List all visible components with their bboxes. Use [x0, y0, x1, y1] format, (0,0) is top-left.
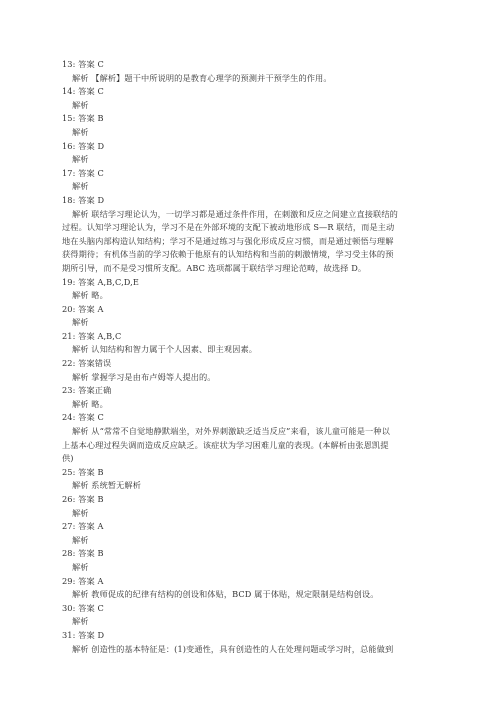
answer-entry	[62, 602, 440, 629]
explanation-line: 解析 掌握学习是由布卢姆等人提出的。	[72, 371, 216, 382]
answer-line: 27: 答案 A	[62, 521, 104, 532]
answer-entry	[62, 303, 440, 330]
explanation-line: 解析 系统暂无解析	[72, 480, 142, 491]
answer-line: 28: 答案 B	[62, 548, 104, 559]
answer-entry	[62, 140, 440, 167]
answer-line: 19: 答案 A,B,C,D,E	[62, 276, 139, 287]
explanation-continuation: 地在头脑内部构造认知结构；学习不是通过练习与强化形成反应习惯，而是通过顿悟与理解	[62, 235, 394, 246]
explanation-continuation: 期所引导，而不是受习惯所支配。ABC 选项都属于联结学习理论范畴，故选择 D。	[62, 262, 367, 273]
explanation-line: 解析	[72, 616, 89, 627]
answer-line: 22: 答案错误	[62, 358, 112, 369]
answer-entry	[62, 547, 440, 574]
answer-line: 13: 答案 C	[62, 59, 104, 69]
answer-entry	[62, 58, 440, 85]
explanation-line: 解析	[72, 507, 89, 518]
explanation-line: 解析	[72, 154, 89, 165]
explanation-line: 解析	[72, 561, 89, 572]
explanation-line: 解析 从“常常不自觉地静默端坐，对外界刺激缺乏适当反应”来看，该儿童可能是一种以	[72, 426, 390, 437]
answer-list	[62, 58, 440, 656]
answer-entry	[62, 167, 440, 194]
explanation-line: 解析 略。	[72, 398, 108, 409]
answer-line: 18: 答案 D	[62, 194, 105, 205]
answer-line: 31: 答案 D	[62, 629, 105, 640]
explanation-line: 解析 略。	[72, 290, 108, 301]
answer-line: 23: 答案正确	[62, 385, 112, 396]
explanation-line: 解析	[72, 181, 89, 192]
explanation-continuation: 供)	[62, 453, 74, 464]
explanation-line: 解析 教师促成的纪律有结构的创设和体贴，BCD 属于体贴，规定限制是结构创设。	[72, 589, 379, 600]
answer-entry	[62, 411, 440, 465]
answer-line: 29: 答案 A	[62, 575, 104, 586]
answer-entry	[62, 466, 440, 493]
answer-line: 14: 答案 C	[62, 86, 104, 97]
answer-line: 21: 答案 A,B,C	[62, 330, 122, 341]
answer-entry	[62, 330, 440, 357]
answer-line: 24: 答案 C	[62, 412, 104, 423]
explanation-line: 解析 创造性的基本特征是：(1)变通性，具有创造性的人在处理问题或学习时，总能做到	[72, 643, 394, 654]
explanation-line: 解析 认知结构和智力属于个人因素、即主观因素。	[72, 344, 258, 355]
explanation-line: 解析 联结学习理论认为，一切学习都是通过条件作用，在刺激和反应之间建立直接联结的	[72, 208, 398, 219]
answer-line: 30: 答案 C	[62, 602, 104, 613]
answer-entry	[62, 357, 440, 384]
answer-line: 15: 答案 B	[62, 113, 104, 124]
answer-entry	[62, 194, 440, 276]
explanation-continuation: 过程。认知学习理论认为，学习不是在外部环境的支配下被动地形成 S—R 联结，而是主动	[62, 222, 395, 233]
answer-line: 16: 答案 D	[62, 140, 105, 151]
answer-entry	[62, 85, 440, 112]
answer-entry	[62, 520, 440, 547]
answer-entry	[62, 276, 440, 303]
answer-line: 26: 答案 B	[62, 494, 104, 504]
explanation-line: 解析	[72, 99, 89, 110]
explanation-line: 解析	[72, 534, 89, 545]
explanation-line: 解析	[72, 126, 89, 137]
answer-entry	[62, 112, 440, 139]
explanation-line: 解析	[72, 317, 89, 328]
answer-line: 20: 答案 A	[62, 303, 104, 314]
explanation-continuation: 上基本心理过程失调而造成反应缺乏。该症状为学习困难儿童的表现。(本解析由张恩凯提	[62, 439, 389, 450]
explanation-line: 解析 【解析】题干中所说明的是教育心理学的预测并干预学生的作用。	[72, 72, 332, 83]
answer-line: 17: 答案 C	[62, 167, 104, 178]
answer-entry	[62, 629, 440, 656]
answer-entry	[62, 493, 440, 520]
answer-line: 25: 答案 B	[62, 466, 104, 477]
answer-entry	[62, 575, 440, 602]
answer-entry	[62, 384, 440, 411]
explanation-continuation: 获得期待；有机体当前的学习依赖于他原有的认知结构和当前的刺激情境，学习受主体的预	[62, 249, 394, 260]
